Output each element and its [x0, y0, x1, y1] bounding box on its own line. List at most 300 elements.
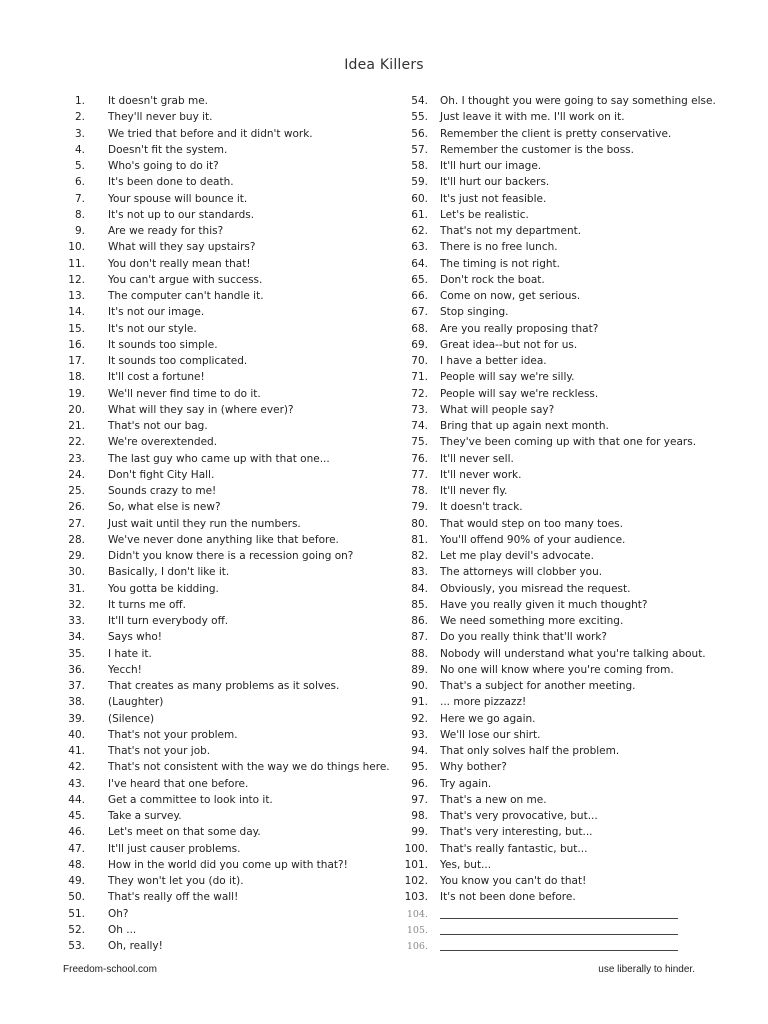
- item-number: 27.: [68, 517, 85, 530]
- item-text: The timing is not right.: [440, 257, 560, 270]
- item-number: 30.: [68, 566, 85, 579]
- item-text: They'll never buy it.: [108, 111, 213, 124]
- item-number: 73.: [411, 403, 428, 416]
- item-text: It's not been done before.: [440, 891, 576, 904]
- item-text: It'll cost a fortune!: [108, 371, 205, 384]
- list-item: [56, 841, 390, 857]
- item-number: 89.: [411, 663, 428, 676]
- list-item: [388, 889, 716, 905]
- list-item: [56, 142, 390, 158]
- item-number: 8.: [74, 208, 85, 221]
- list-item: [388, 564, 716, 580]
- item-text: Obviously, you misread the request.: [440, 582, 631, 595]
- item-number: 95.: [411, 761, 428, 774]
- item-number: 60.: [411, 192, 428, 205]
- item-text: It'll never fly.: [440, 485, 508, 497]
- page-title: Idea Killers: [344, 57, 424, 73]
- item-text: That's not my department.: [440, 225, 582, 237]
- list-item: [388, 304, 716, 320]
- item-text: That's very interesting, but...: [440, 826, 593, 839]
- item-text: It'll never sell.: [440, 452, 514, 465]
- item-number: 31.: [68, 582, 85, 595]
- item-text: Stop singing.: [440, 306, 509, 319]
- item-text: It sounds too complicated.: [108, 355, 248, 367]
- item-number: 12.: [68, 273, 85, 286]
- list-item: [388, 499, 716, 515]
- item-text: That's not your problem.: [108, 728, 238, 741]
- item-text: What will people say?: [440, 403, 555, 416]
- list-item: [56, 369, 390, 385]
- item-text: We're overextended.: [108, 436, 218, 449]
- item-number: 65.: [411, 273, 428, 286]
- list-item: [56, 824, 390, 840]
- item-text: I have a better idea.: [440, 355, 547, 367]
- item-number: 85.: [411, 598, 428, 611]
- item-text: Bring that up again next month.: [440, 420, 609, 432]
- item-text: Oh. I thought you were going to say something else.: [440, 95, 716, 107]
- item-text: It sounds too simple.: [108, 338, 218, 351]
- list-item: [388, 532, 716, 548]
- item-text: Get a committee to look into it.: [108, 793, 273, 806]
- list-item: [56, 451, 390, 467]
- list-item: [388, 418, 716, 434]
- item-number: 54.: [411, 95, 428, 107]
- item-text: It's just not feasible.: [440, 192, 547, 205]
- item-number: 13.: [68, 290, 85, 302]
- item-text: Oh?: [108, 907, 129, 920]
- list-item: [56, 743, 390, 759]
- list-item: [388, 451, 716, 467]
- item-number: 39.: [68, 712, 85, 725]
- item-number: 44.: [68, 793, 85, 806]
- list-item: [56, 109, 390, 125]
- list-item: [56, 629, 390, 645]
- item-number: 52.: [68, 923, 85, 936]
- item-text: ... more pizzazz!: [440, 696, 527, 709]
- list-item: [56, 239, 390, 255]
- item-text: That's not our bag.: [108, 420, 208, 432]
- item-number: 69.: [411, 338, 428, 351]
- item-number: 106.: [406, 941, 428, 952]
- item-number: 19.: [68, 387, 85, 400]
- item-number: 28.: [68, 533, 85, 546]
- list-item: [388, 369, 716, 385]
- item-text: Remember the client is pretty conservative.: [440, 127, 672, 140]
- list-item: [56, 564, 390, 580]
- list-item: [388, 857, 716, 873]
- list-item: [388, 207, 716, 223]
- item-number: 33.: [68, 615, 85, 627]
- list-item: [56, 386, 390, 402]
- item-text: It's not our image.: [108, 306, 205, 319]
- item-number: 70.: [411, 355, 428, 367]
- item-number: 23.: [68, 452, 85, 465]
- item-number: 17.: [68, 355, 85, 367]
- item-text: We need something more exciting.: [440, 615, 624, 627]
- item-number: 75.: [411, 436, 428, 449]
- item-text: Sounds crazy to me!: [108, 485, 217, 497]
- item-number: 21.: [68, 420, 85, 432]
- item-text: They've been coming up with that one for years.: [440, 436, 697, 449]
- item-text: The attorneys will clobber you.: [440, 566, 603, 579]
- list-item: [56, 808, 390, 824]
- item-number: 35.: [68, 647, 85, 660]
- item-number: 58.: [411, 160, 428, 172]
- item-number: 50.: [68, 891, 85, 904]
- item-number: 16.: [68, 338, 85, 351]
- item-text: That would step on too many toes.: [440, 517, 623, 530]
- item-text: You know you can't do that!: [440, 875, 587, 887]
- list-item: [388, 694, 716, 710]
- list-item: [388, 629, 716, 645]
- item-text: Let's meet on that some day.: [108, 826, 261, 839]
- list-item: [56, 158, 390, 174]
- list-item: [56, 662, 390, 678]
- item-number: 87.: [411, 631, 428, 644]
- item-text: That's not consistent with the way we do things here.: [108, 761, 390, 774]
- item-number: 103.: [404, 891, 428, 904]
- list-item: [388, 402, 716, 418]
- list-item: [388, 288, 716, 304]
- list-item: [388, 646, 716, 662]
- item-number: 100.: [404, 842, 428, 855]
- item-text: They won't let you (do it).: [108, 875, 244, 887]
- list-item: [388, 337, 716, 353]
- item-text: It doesn't track.: [440, 501, 523, 514]
- item-text: (Laughter): [108, 696, 164, 709]
- item-number: 41.: [68, 745, 85, 757]
- item-text: How in the world did you come up with that?!: [108, 858, 348, 871]
- item-number: 10.: [68, 241, 85, 254]
- item-number: 43.: [68, 777, 85, 790]
- item-text: So, what else is new?: [108, 501, 221, 514]
- item-text: That's a new on me.: [440, 793, 547, 806]
- item-number: 32.: [68, 598, 85, 611]
- item-number: 66.: [411, 290, 428, 302]
- footer-source: Freedom-school.com: [63, 964, 157, 975]
- list-item: [388, 873, 716, 889]
- item-number: 83.: [411, 566, 428, 579]
- item-number: 72.: [411, 387, 428, 400]
- item-number: 76.: [411, 452, 428, 465]
- item-text: That's very provocative, but...: [440, 810, 598, 822]
- item-text: Yecch!: [108, 663, 142, 676]
- item-number: 5.: [74, 160, 85, 172]
- item-text: Basically, I don't like it.: [108, 566, 230, 579]
- item-number: 92.: [411, 712, 428, 725]
- item-text: There is no free lunch.: [440, 241, 558, 254]
- item-text: That's not your job.: [108, 745, 211, 757]
- list-item: [56, 646, 390, 662]
- item-text: It'll turn everybody off.: [108, 615, 229, 627]
- item-number: 4.: [74, 143, 85, 156]
- item-number: 55.: [411, 111, 428, 124]
- item-text: The last guy who came up with that one...: [108, 452, 330, 465]
- item-text: Nobody will understand what you're talking about.: [440, 647, 706, 660]
- item-number: 86.: [411, 615, 428, 627]
- list-item: [56, 304, 390, 320]
- item-number: 77.: [411, 468, 428, 481]
- item-number: 64.: [411, 257, 428, 270]
- list-item: [56, 353, 390, 369]
- list-item: [388, 256, 716, 272]
- item-text: It turns me off.: [108, 598, 186, 611]
- list-item: [56, 548, 390, 564]
- item-text: Just wait until they run the numbers.: [108, 517, 301, 530]
- item-number: 3.: [74, 127, 85, 140]
- list-item: [388, 808, 716, 824]
- list-item: [56, 207, 390, 223]
- item-number: 78.: [411, 485, 428, 497]
- item-text: That's a subject for another meeting.: [440, 680, 636, 692]
- item-text: We've never done anything like that before.: [108, 533, 339, 546]
- list-item: [388, 759, 716, 775]
- list-item: [388, 662, 716, 678]
- item-text: Great idea--but not for us.: [440, 338, 578, 351]
- item-number: 7.: [74, 192, 85, 205]
- item-number: 82.: [411, 550, 428, 562]
- item-text: It's been done to death.: [108, 176, 234, 189]
- item-number: 49.: [68, 875, 85, 887]
- item-number: 91.: [411, 696, 428, 709]
- item-number: 67.: [411, 306, 428, 319]
- list-item: [388, 191, 716, 207]
- item-text: Come on now, get serious.: [440, 290, 581, 302]
- list-item: [56, 938, 390, 954]
- item-number: 84.: [411, 582, 428, 595]
- list-item: [388, 792, 716, 808]
- list-item: [56, 93, 390, 109]
- list-item: [388, 483, 716, 499]
- list-item: [56, 889, 390, 905]
- list-item: [388, 223, 716, 239]
- list-item: [56, 857, 390, 873]
- item-text: Your spouse will bounce it.: [108, 192, 248, 205]
- item-text: We'll never find time to do it.: [108, 387, 261, 400]
- item-text: You gotta be kidding.: [108, 582, 219, 595]
- list-item: [56, 191, 390, 207]
- fill-in-line: [440, 941, 678, 951]
- list-item: [388, 93, 716, 109]
- item-text: Let's be realistic.: [440, 208, 529, 221]
- item-text: Oh ...: [108, 923, 137, 936]
- list-item: [56, 694, 390, 710]
- item-number: 93.: [411, 728, 428, 741]
- item-number: 96.: [411, 777, 428, 790]
- list-item: [388, 678, 716, 694]
- list-item: [56, 288, 390, 304]
- item-number: 25.: [68, 485, 85, 497]
- list-item: [388, 581, 716, 597]
- list-item: [56, 126, 390, 142]
- item-number: 68.: [411, 322, 428, 335]
- list-item: [388, 272, 716, 288]
- list-item: [56, 678, 390, 694]
- list-item: [388, 841, 716, 857]
- list-item: [56, 597, 390, 613]
- list-item: [56, 906, 390, 922]
- list-item: [388, 824, 716, 840]
- item-number: 34.: [68, 631, 85, 644]
- list-item: [388, 516, 716, 532]
- item-text: Do you really think that'll work?: [440, 631, 607, 644]
- item-text: Let me play devil's advocate.: [440, 550, 594, 562]
- item-number: 71.: [411, 371, 428, 384]
- item-text: It doesn't grab me.: [108, 95, 209, 107]
- item-text: It'll never work.: [440, 468, 522, 481]
- list-item: [56, 434, 390, 450]
- item-number: 57.: [411, 143, 428, 156]
- list-item: [388, 434, 716, 450]
- item-number: 48.: [68, 858, 85, 871]
- list-item: [56, 727, 390, 743]
- item-number: 88.: [411, 647, 428, 660]
- item-number: 53.: [68, 940, 85, 952]
- item-text: I've heard that one before.: [108, 777, 249, 790]
- item-text: Are you really proposing that?: [440, 322, 599, 335]
- item-text: What will they say in (where ever)?: [108, 403, 294, 416]
- item-number: 36.: [68, 663, 85, 676]
- item-text: Why bother?: [440, 761, 507, 774]
- item-number: 29.: [68, 550, 85, 562]
- list-item: [56, 532, 390, 548]
- list-item: [56, 922, 390, 938]
- item-number: 63.: [411, 241, 428, 254]
- item-number: 74.: [411, 420, 428, 432]
- item-text: Have you really given it much thought?: [440, 598, 648, 611]
- list-item: [56, 402, 390, 418]
- item-text: Try again.: [440, 777, 492, 790]
- item-text: Oh, really!: [108, 940, 163, 952]
- item-number: 51.: [68, 907, 85, 920]
- item-number: 94.: [411, 745, 428, 757]
- item-number: 101.: [404, 858, 428, 871]
- item-text: Yes, but...: [440, 858, 492, 871]
- item-number: 26.: [68, 501, 85, 514]
- item-text: Don't rock the boat.: [440, 273, 545, 286]
- item-text: You don't really mean that!: [108, 257, 251, 270]
- item-text: That creates as many problems as it solves.: [108, 680, 340, 692]
- item-number: 61.: [411, 208, 428, 221]
- item-number: 38.: [68, 696, 85, 709]
- list-item: [388, 109, 716, 125]
- item-number: 104.: [406, 908, 428, 920]
- item-text: That's really off the wall!: [108, 891, 239, 904]
- fill-in-line: [440, 925, 678, 935]
- item-number: 99.: [411, 826, 428, 839]
- list-item: [388, 386, 716, 402]
- item-number: 105.: [406, 924, 428, 936]
- item-text: No one will know where you're coming from.: [440, 663, 674, 676]
- list-item: [56, 499, 390, 515]
- item-text: People will say we're silly.: [440, 371, 575, 384]
- item-text: Don't fight City Hall.: [108, 468, 215, 481]
- list-item: [56, 776, 390, 792]
- item-number: 97.: [411, 793, 428, 806]
- item-number: 80.: [411, 517, 428, 530]
- list-item: [56, 711, 390, 727]
- left-column-list: [56, 93, 390, 954]
- item-text: Just leave it with me. I'll work on it.: [440, 111, 625, 124]
- list-item: [56, 321, 390, 337]
- item-number: 42.: [68, 761, 85, 774]
- item-number: 22.: [68, 436, 85, 449]
- item-text: The computer can't handle it.: [108, 290, 264, 302]
- item-text: (Silence): [108, 712, 155, 725]
- item-number: 11.: [68, 257, 85, 270]
- list-item: [56, 581, 390, 597]
- item-text: Says who!: [108, 631, 162, 644]
- list-item: [388, 158, 716, 174]
- list-item: [388, 548, 716, 564]
- item-text: I hate it.: [108, 647, 152, 660]
- list-item: [388, 727, 716, 743]
- item-text: That's really fantastic, but...: [440, 842, 588, 855]
- item-text: We'll lose our shirt.: [440, 728, 541, 741]
- item-number: 62.: [411, 225, 428, 237]
- item-number: 15.: [68, 322, 85, 335]
- item-text: It's not up to our standards.: [108, 208, 255, 221]
- list-item: [388, 613, 716, 629]
- list-item: [388, 126, 716, 142]
- item-text: Are we ready for this?: [108, 225, 224, 237]
- item-number: 20.: [68, 403, 85, 416]
- item-text: Take a survey.: [108, 810, 182, 822]
- item-text: Who's going to do it?: [108, 160, 219, 172]
- list-item: [56, 337, 390, 353]
- list-item: [56, 223, 390, 239]
- item-text: Doesn't fit the system.: [108, 143, 228, 156]
- item-text: That only solves half the problem.: [440, 745, 620, 757]
- list-item: [56, 174, 390, 190]
- item-number: 24.: [68, 468, 85, 481]
- item-number: 37.: [68, 680, 85, 692]
- item-text: People will say we're reckless.: [440, 387, 599, 400]
- item-number: 45.: [68, 810, 85, 822]
- list-item: [56, 272, 390, 288]
- item-text: It'll hurt our backers.: [440, 176, 550, 189]
- item-number: 14.: [68, 306, 85, 319]
- item-number: 90.: [411, 680, 428, 692]
- item-text: It's not our style.: [108, 322, 197, 335]
- item-text: Remember the customer is the boss.: [440, 143, 634, 156]
- list-item: [56, 516, 390, 532]
- item-number: 79.: [411, 501, 428, 514]
- list-item: [56, 759, 390, 775]
- item-number: 2.: [74, 111, 85, 124]
- list-item: [388, 142, 716, 158]
- item-number: 40.: [68, 728, 85, 741]
- list-item: [56, 418, 390, 434]
- item-text: What will they say upstairs?: [108, 241, 256, 254]
- item-number: 59.: [411, 176, 428, 189]
- item-number: 1.: [74, 95, 85, 107]
- item-number: 18.: [68, 371, 85, 384]
- item-number: 46.: [68, 826, 85, 839]
- item-number: 9.: [74, 225, 85, 237]
- item-number: 98.: [411, 810, 428, 822]
- fill-in-line: [440, 909, 678, 919]
- list-item: [388, 467, 716, 483]
- list-item: [388, 353, 716, 369]
- list-item: [388, 321, 716, 337]
- item-text: It'll hurt our image.: [440, 160, 542, 172]
- item-number: 6.: [74, 176, 85, 189]
- item-number: 56.: [411, 127, 428, 140]
- list-item: [388, 743, 716, 759]
- blank-list-item: [388, 922, 716, 938]
- blank-list-item: [388, 938, 716, 954]
